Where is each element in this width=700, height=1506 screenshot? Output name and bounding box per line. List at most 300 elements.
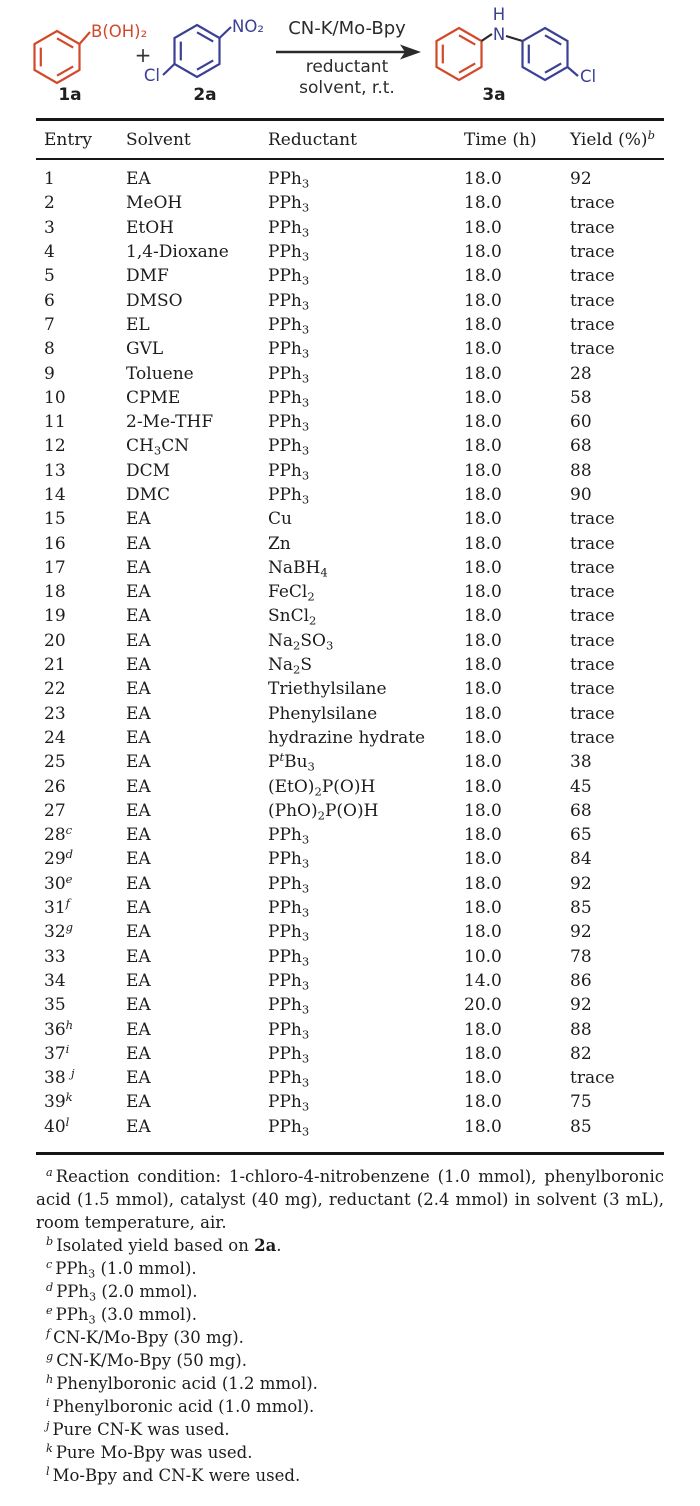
cell-yield: 75 (570, 1092, 592, 1113)
cell-entry: 13 (44, 460, 66, 481)
col-header-solvent: Solvent (118, 120, 260, 160)
cell-time: 18.0 (464, 825, 502, 846)
cell-yield: 88 (570, 1019, 592, 1040)
cell-reductant: PPh$_3$ (268, 339, 310, 361)
cell-reductant: PPh$_3$ (268, 436, 310, 459)
table-row (36, 507, 664, 531)
cell-solvent: EA (126, 800, 151, 821)
table-row (36, 580, 664, 604)
footnote-text: Phenylboronic acid (1.2 mmol). (56, 1373, 318, 1393)
cell-entry: 30e (44, 871, 73, 894)
cell-entry: 24 (44, 727, 66, 748)
cell-reductant: PPh$_3$ (268, 1019, 310, 1042)
cell-yield: 92 (570, 922, 592, 943)
cell-solvent: EA (126, 1068, 151, 1089)
cell-time: 18.0 (464, 752, 502, 773)
cell-yield: 28 (570, 363, 592, 384)
cell-yield: trace (570, 266, 615, 287)
benzene-ring-3a-right (523, 28, 568, 80)
table-row (36, 750, 664, 774)
cell-entry: 32$^g$ (44, 920, 74, 943)
cell-entry: 27 (44, 800, 66, 821)
cell-reductant: Triethylsilane (268, 679, 387, 700)
reaction-scheme (0, 0, 700, 116)
cell-yield: trace (570, 582, 615, 603)
cell-reductant: PPh$_3$ (268, 169, 310, 191)
benzene-ring-1a (35, 31, 80, 83)
cell-yield: trace (570, 630, 615, 651)
cell-time: 18.0 (464, 727, 502, 748)
cell-time: 18.0 (464, 800, 502, 821)
cell-yield: trace (570, 290, 615, 311)
cell-solvent: EA (126, 557, 151, 578)
cell-yield: 68 (570, 436, 592, 457)
cell-time: 18.0 (464, 1092, 502, 1113)
cell-entry: 26 (44, 776, 66, 797)
col-header-yield: Yield (%)$^b$ (562, 120, 664, 160)
cell-entry: 15 (44, 509, 66, 530)
cell-entry: 18 (44, 582, 66, 603)
cell-time: 18.0 (464, 460, 502, 481)
footnote-marker: f (46, 1327, 51, 1341)
cell-entry: 34 (44, 970, 66, 991)
cell-solvent: EA (126, 849, 151, 870)
cell-solvent: DMF (126, 266, 169, 287)
cell-reductant: NaBH$_4$ (268, 557, 328, 580)
cell-yield: trace (570, 679, 615, 700)
cell-time: 18.0 (464, 339, 502, 360)
cell-reductant: PPh$_3$ (268, 314, 310, 337)
cell-reductant: $P^tBu_3$ (268, 750, 315, 774)
table-row (36, 240, 664, 264)
cell-time: 18.0 (464, 314, 502, 335)
table-row (36, 774, 664, 798)
cell-reductant: $(EtO)_2P(O)H$ (268, 776, 376, 799)
compound-label-2a: 2a (193, 85, 217, 105)
cell-entry: 8 (44, 339, 55, 360)
cell-reductant: PPh$_3$ (268, 1116, 310, 1139)
cell-yield: trace (570, 606, 615, 627)
cell-entry: 19 (44, 606, 66, 627)
cell-reductant: PPh$_3$ (268, 485, 310, 507)
cell-yield: trace (570, 509, 615, 530)
cell-reductant: Phenylsilane (268, 703, 378, 724)
amine-nitrogen-label: N (492, 25, 506, 44)
benzene-ring-2a (175, 25, 220, 77)
cell-solvent: EtOH (126, 217, 175, 238)
cell-entry: 25 (44, 752, 66, 773)
cell-yield: 82 (570, 1043, 592, 1064)
cell-time: 20.0 (464, 995, 502, 1016)
plus-sign: + (134, 43, 152, 67)
cell-entry: 16 (44, 533, 66, 554)
cell-yield: trace (570, 557, 615, 578)
cell-solvent: 2-Me-THF (126, 412, 214, 433)
cell-solvent: DMC (126, 485, 171, 505)
footnote-text: Pure Mo-Bpy was used. (55, 1442, 253, 1462)
cell-solvent: EA (126, 970, 151, 991)
reaction-scheme-drawing (0, 0, 700, 116)
cell-time: 18.0 (464, 849, 502, 870)
footnote-text: Mo-Bpy and CN-K were used. (52, 1465, 301, 1485)
cell-entry: 37$^i$ (44, 1041, 70, 1064)
footnote (36, 1418, 664, 1441)
cell-yield: trace (570, 217, 615, 238)
cell-reductant: PPh$_3$ (268, 849, 310, 872)
cell-yield: 86 (570, 970, 592, 991)
cell-solvent: EA (126, 946, 151, 967)
cell-yield: 85 (570, 898, 592, 919)
cell-solvent: MeOH (126, 193, 183, 214)
cell-yield: 45 (570, 776, 592, 797)
table-row (36, 653, 664, 677)
footnote-marker: c (46, 1258, 53, 1272)
footnote-marker: i (46, 1396, 50, 1410)
cell-time: 18.0 (464, 169, 502, 190)
chloro-group-label-3a: Cl (580, 67, 597, 86)
cell-time: 18.0 (464, 266, 502, 287)
cell-time: 14.0 (464, 970, 502, 991)
table-row (36, 264, 664, 288)
cell-yield: 92 (570, 873, 592, 894)
cell-entry: 39$^k$ (44, 1090, 73, 1113)
table-row (36, 847, 664, 871)
table-header-row (36, 120, 664, 160)
cell-entry: 2 (44, 193, 55, 214)
cell-time: 18.0 (464, 436, 502, 457)
cell-entry: 33 (44, 946, 66, 967)
table-row (36, 459, 664, 483)
cell-solvent: EA (126, 169, 151, 190)
cell-reductant: PPh$_3$ (268, 363, 310, 386)
table-row (36, 969, 664, 993)
cell-entry: 38 $^j$ (44, 1066, 75, 1089)
cell-yield: trace (570, 339, 615, 360)
cell-solvent: EA (126, 509, 151, 530)
cell-reductant: SnCl$_2$ (268, 606, 317, 629)
table-row (36, 159, 664, 191)
footnote-marker: d (46, 1281, 54, 1295)
cell-time: 10.0 (464, 946, 502, 967)
compound-label-3a: 3a (482, 85, 506, 105)
conditions-table (36, 118, 664, 1155)
reductant-label: reductant (305, 57, 389, 77)
cell-solvent: EA (126, 873, 151, 894)
footnote-marker: l (46, 1465, 50, 1479)
cell-solvent: GVL (126, 339, 164, 360)
cell-entry: 23 (44, 703, 66, 724)
cell-time: 18.0 (464, 557, 502, 578)
cell-reductant: FeCl$_2$ (268, 582, 315, 604)
footnote-marker: a (46, 1166, 53, 1180)
cell-yield: 68 (570, 800, 592, 821)
footnote (36, 1234, 664, 1257)
footnote (36, 1257, 664, 1280)
cell-solvent: EA (126, 533, 151, 554)
cell-yield: 78 (570, 946, 592, 967)
table-row (36, 702, 664, 726)
cell-solvent: DMSO (126, 290, 183, 311)
cell-reductant: PPh$_3$ (268, 266, 310, 289)
cell-entry: 11 (44, 412, 66, 433)
table-row (36, 726, 664, 750)
table-row (36, 361, 664, 385)
cell-entry: 5 (44, 266, 55, 287)
cell-entry: 35 (44, 995, 66, 1016)
cell-solvent: 1,4-Dioxane (126, 242, 229, 263)
table-row (36, 920, 664, 944)
cell-solvent: $CH_3CN$ (126, 436, 190, 459)
cell-entry: 40$^l$ (44, 1114, 70, 1137)
cell-reductant: PPh$_3$ (268, 898, 310, 920)
cell-solvent: EA (126, 582, 151, 603)
bond-2a-chloro (163, 64, 175, 75)
cell-time: 18.0 (464, 776, 502, 797)
cell-solvent: Toluene (126, 363, 194, 384)
cell-entry: 14 (44, 485, 66, 505)
table-row (36, 434, 664, 458)
table-row (36, 677, 664, 701)
footnote-text: Phenylboronic acid (1.0 mmol). (52, 1396, 315, 1416)
cell-yield: 60 (570, 412, 592, 433)
cell-time: 18.0 (464, 242, 502, 263)
footnote-marker: j (46, 1419, 50, 1433)
footnote (36, 1280, 664, 1303)
cell-solvent: EA (126, 606, 151, 627)
cell-time: 18.0 (464, 1068, 502, 1089)
cell-time: 18.0 (464, 922, 502, 943)
cell-time: 18.0 (464, 387, 502, 408)
cell-solvent: EA (126, 655, 151, 676)
cell-solvent: EA (126, 752, 151, 773)
table-row (36, 288, 664, 312)
cell-solvent: EA (126, 898, 151, 919)
compound-label-1a: 1a (58, 85, 82, 105)
cell-time: 18.0 (464, 898, 502, 919)
footnote (36, 1303, 664, 1326)
cell-yield: 88 (570, 460, 592, 481)
footnote-marker: k (46, 1442, 53, 1456)
cell-solvent: DCM (126, 460, 171, 481)
cell-solvent: EA (126, 995, 151, 1016)
amine-hydrogen-label: H (492, 5, 506, 24)
cell-time: 18.0 (464, 1019, 502, 1040)
catalyst-label: CN-K/Mo-Bpy (288, 18, 406, 39)
cell-yield: 65 (570, 825, 592, 846)
boronic-acid-group-label: B(OH)₂ (91, 22, 148, 41)
cell-reductant: Zn (268, 533, 291, 554)
cell-time: 18.0 (464, 1116, 502, 1137)
cell-solvent: EA (126, 1019, 151, 1040)
footnote-marker: h (46, 1373, 54, 1387)
cell-reductant: PPh$_3$ (268, 1068, 310, 1090)
footnote-text: PPh$_3$ (2.0 mmol). (56, 1281, 198, 1304)
bond-3a-ring-to-nitrogen (482, 34, 493, 41)
table-row (36, 191, 664, 215)
cell-reductant: PPh$_3$ (268, 387, 310, 410)
footnote-marker: g (46, 1350, 54, 1364)
footnote (36, 1326, 664, 1349)
footnote-text: Reaction condition: 1-chloro-4-nitrobenzene (1.0 mmol), phenylboronic acid (1.5 mmol), catalyst (40 mg), reductant (2.4 mmol) in solvent (3 mL), room temperature, air. (36, 1166, 664, 1232)
table-row (36, 629, 664, 653)
cell-yield: trace (570, 193, 615, 214)
cell-time: 18.0 (464, 485, 502, 505)
cell-entry: 31$^f$ (44, 896, 70, 919)
table-row (36, 823, 664, 847)
cell-reductant: PPh$_3$ (268, 873, 310, 896)
cell-solvent: EA (126, 727, 151, 748)
table-row (36, 1090, 664, 1114)
footnote-marker: e (46, 1304, 53, 1318)
table-row (36, 483, 664, 507)
table-body (36, 159, 664, 1153)
cell-solvent: EA (126, 1116, 151, 1137)
cell-reductant: hydrazine hydrate (268, 727, 426, 748)
cell-yield: 84 (570, 849, 592, 870)
bond-2a-nitro (220, 27, 232, 38)
cell-entry: 4 (44, 242, 55, 263)
cell-time: 18.0 (464, 290, 502, 311)
footnotes (36, 1165, 664, 1487)
footnote (36, 1349, 664, 1372)
footnote-text: CN-K/Mo-Bpy (30 mg). (53, 1327, 244, 1347)
cell-entry: 12 (44, 436, 66, 457)
cell-time: 18.0 (464, 873, 502, 894)
cell-yield: 85 (570, 1116, 592, 1137)
cell-entry: 10 (44, 387, 66, 408)
col-header-reductant: Reductant (260, 120, 456, 160)
cell-time: 18.0 (464, 509, 502, 530)
cell-yield: trace (570, 314, 615, 335)
footnote-text: PPh$_3$ (1.0 mmol). (55, 1258, 197, 1281)
cell-reductant: PPh$_3$ (268, 922, 310, 945)
cell-time: 18.0 (464, 1043, 502, 1064)
table-row (36, 216, 664, 240)
cell-solvent: EA (126, 1043, 151, 1064)
cell-solvent: EL (126, 314, 150, 335)
cell-entry: 6 (44, 290, 55, 311)
cell-time: 18.0 (464, 679, 502, 700)
cell-reductant: PPh$_3$ (268, 412, 310, 434)
cell-reductant: PPh$_3$ (268, 825, 310, 847)
cell-entry: 22 (44, 679, 66, 700)
cell-solvent: CPME (126, 387, 181, 408)
bond-3a-nitrogen-to-ring (506, 36, 523, 41)
table-row (36, 337, 664, 361)
cell-time: 18.0 (464, 582, 502, 603)
chloro-group-label-2a: Cl (143, 66, 160, 85)
col-header-entry: Entry (36, 120, 118, 160)
footnote-text: CN-K/Mo-Bpy (50 mg). (56, 1350, 247, 1370)
cell-entry: 1 (44, 169, 55, 190)
cell-reductant: PPh$_3$ (268, 1043, 310, 1066)
col-header-time: Time (h) (456, 120, 562, 160)
footnote (36, 1464, 664, 1487)
cell-solvent: EA (126, 825, 151, 846)
cell-yield: trace (570, 1068, 615, 1089)
cell-time: 18.0 (464, 412, 502, 433)
cell-entry: 21 (44, 655, 66, 676)
cell-reductant: Cu (268, 509, 292, 530)
cell-yield: 92 (570, 995, 592, 1016)
cell-time: 18.0 (464, 193, 502, 214)
cell-yield: trace (570, 533, 615, 554)
table-row (36, 993, 664, 1017)
table-row (36, 531, 664, 555)
cell-yield: 38 (570, 752, 592, 773)
table-row (36, 1115, 664, 1154)
nitro-group-label: NO₂ (232, 17, 264, 36)
cell-reductant: $Na_2S$ (268, 655, 313, 677)
cell-reductant: $Na_2SO_3$ (268, 630, 334, 653)
table-row (36, 1042, 664, 1066)
cell-entry: 7 (44, 314, 55, 335)
cell-time: 18.0 (464, 606, 502, 627)
cell-entry: 3 (44, 217, 55, 238)
cell-entry: 28$^c$ (44, 823, 73, 846)
bond-3a-chloro (568, 67, 579, 76)
solvent-rt-label: solvent, r.t. (299, 78, 395, 98)
cell-entry: 29$^d$ (44, 847, 74, 870)
footnote-text: Pure CN-K was used. (52, 1419, 230, 1439)
cell-yield: trace (570, 703, 615, 724)
cell-entry: 20 (44, 630, 66, 651)
cell-yield: 58 (570, 387, 592, 408)
cell-solvent: EA (126, 630, 151, 651)
cell-yield: trace (570, 727, 615, 748)
footnote-text: Isolated yield based on 2a. (56, 1235, 282, 1255)
cell-yield: trace (570, 655, 615, 676)
cell-time: 18.0 (464, 363, 502, 384)
cell-time: 18.0 (464, 655, 502, 676)
cell-reductant: PPh$_3$ (268, 242, 310, 264)
cell-reductant: PPh$_3$ (268, 946, 310, 969)
cell-time: 18.0 (464, 217, 502, 238)
footnote-text: PPh$_3$ (3.0 mmol). (55, 1304, 197, 1327)
benzene-ring-3a-left (437, 28, 482, 80)
cell-reductant: PPh$_3$ (268, 460, 310, 483)
table-row (36, 896, 664, 920)
cell-solvent: EA (126, 922, 151, 943)
cell-time: 18.0 (464, 703, 502, 724)
cell-time: 18.0 (464, 533, 502, 554)
footnote (36, 1372, 664, 1395)
table-row (36, 1066, 664, 1090)
cell-yield: 92 (570, 169, 592, 190)
table-row (36, 1017, 664, 1041)
table-row (36, 410, 664, 434)
table-row (36, 872, 664, 896)
cell-entry: 36$^h$ (44, 1017, 74, 1040)
cell-entry: 9 (44, 363, 55, 384)
footnote-marker: b (46, 1235, 54, 1249)
footnote (36, 1165, 664, 1234)
cell-reductant: PPh$_3$ (268, 995, 310, 1017)
cell-reductant: PPh$_3$ (268, 217, 310, 240)
cell-reductant: PPh$_3$ (268, 1092, 310, 1115)
cell-reductant: PPh$_3$ (268, 970, 310, 993)
bond-1a-boron (80, 32, 91, 44)
cell-solvent: EA (126, 1092, 151, 1113)
cell-yield: trace (570, 242, 615, 263)
cell-solvent: EA (126, 776, 151, 797)
table-row (36, 386, 664, 410)
footnote (36, 1441, 664, 1464)
cell-entry: 17 (44, 557, 66, 578)
footnote (36, 1395, 664, 1418)
table-row (36, 799, 664, 823)
cell-time: 18.0 (464, 630, 502, 651)
